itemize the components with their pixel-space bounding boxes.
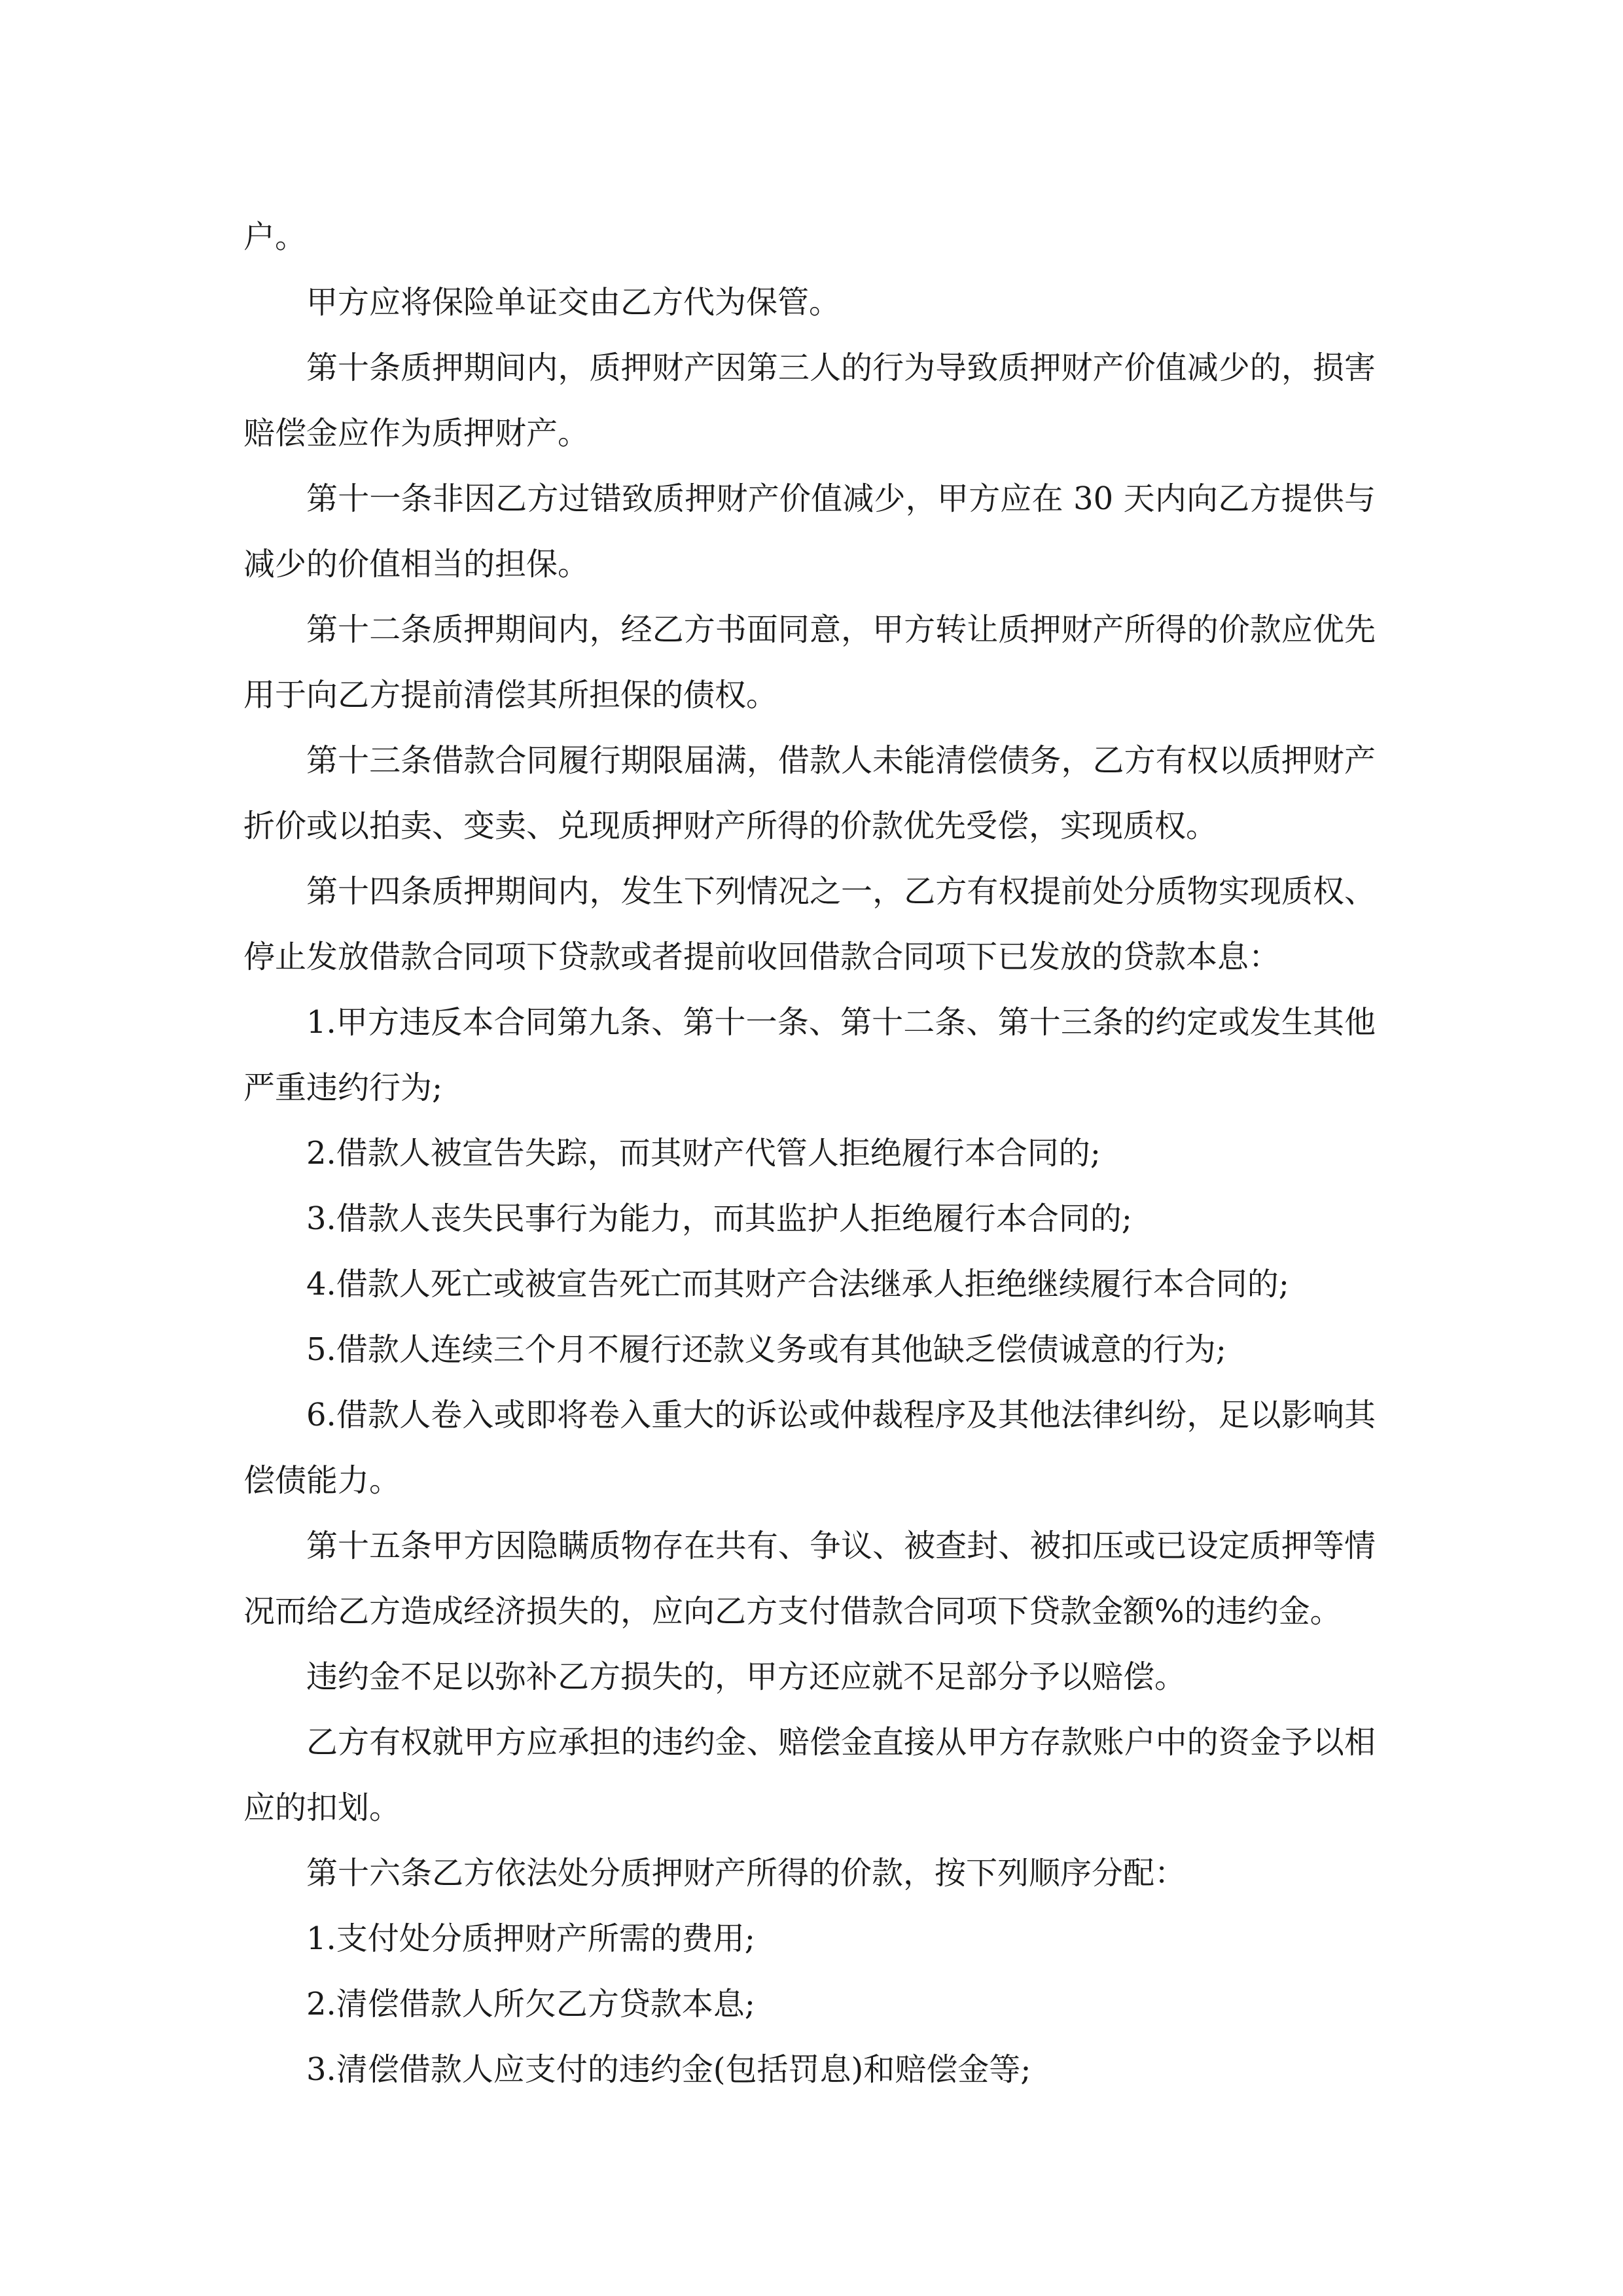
paragraph: 第十五条甲方因隐瞒质物存在共有、争议、被查封、被扣压或已设定质押等情况而给乙方造成经济损失的，应向乙方支付借款合同项下贷款金额%的违约金。 (243, 1528, 1376, 1630)
paragraph: 1.支付处分质押财产所需的费用; (306, 1920, 755, 1957)
document-body (243, 204, 1376, 2102)
paragraph: 3.清偿借款人应支付的违约金(包括罚息)和赔偿金等; (306, 2051, 1031, 2088)
paragraph: 6.借款人卷入或即将卷入重大的诉讼或仲裁程序及其他法律纠纷，足以影响其偿债能力。 (243, 1397, 1376, 1499)
paragraph: 第十条质押期间内，质押财产因第三人的行为导致质押财产价值减少的，损害赔偿金应作为质押财产。 (243, 350, 1376, 452)
paragraph: 4.借款人死亡或被宣告死亡而其财产合法继承人拒绝继续履行本合同的; (306, 1266, 1289, 1302)
paragraph: 乙方有权就甲方应承担的违约金、赔偿金直接从甲方存款账户中的资金予以相应的扣划。 (243, 1724, 1376, 1826)
paragraph: 1.甲方违反本合同第九条、第十一条、第十二条、第十三条的约定或发生其他严重违约行为; (243, 1004, 1376, 1106)
paragraph: 第十一条非因乙方过错致质押财产价值减少，甲方应在 30 天内向乙方提供与减少的价值相当的担保。 (243, 480, 1376, 583)
paragraph: 第十二条质押期间内，经乙方书面同意，甲方转让质押财产所得的价款应优先用于向乙方提前清偿其所担保的债权。 (243, 611, 1376, 713)
paragraph: 违约金不足以弥补乙方损失的，甲方还应就不足部分予以赔偿。 (306, 1659, 1186, 1695)
paragraph: 第十四条质押期间内，发生下列情况之一，乙方有权提前处分质物实现质权、停止发放借款合同项下贷款或者提前收回借款合同项下已发放的贷款本息： (243, 873, 1376, 975)
paragraph: 2.借款人被宣告失踪，而其财产代管人拒绝履行本合同的; (306, 1135, 1101, 1172)
paragraph: 甲方应将保险单证交由乙方代为保管。 (306, 284, 841, 321)
paragraph: 5.借款人连续三个月不履行还款义务或有其他缺乏偿债诚意的行为; (306, 1331, 1226, 1368)
paragraph: 户。 (243, 219, 307, 255)
paragraph: 2.清偿借款人所欠乙方贷款本息; (306, 1986, 755, 2022)
paragraph: 3.借款人丧失民事行为能力，而其监护人拒绝履行本合同的; (306, 1200, 1132, 1237)
paragraph: 第十三条借款合同履行期限届满，借款人未能清偿债务，乙方有权以质押财产折价或以拍卖、变卖、兑现质押财产所得的价款优先受偿，实现质权。 (243, 742, 1376, 844)
paragraph: 第十六条乙方依法处分质押财产所得的价款，按下列顺序分配： (306, 1855, 1186, 1892)
